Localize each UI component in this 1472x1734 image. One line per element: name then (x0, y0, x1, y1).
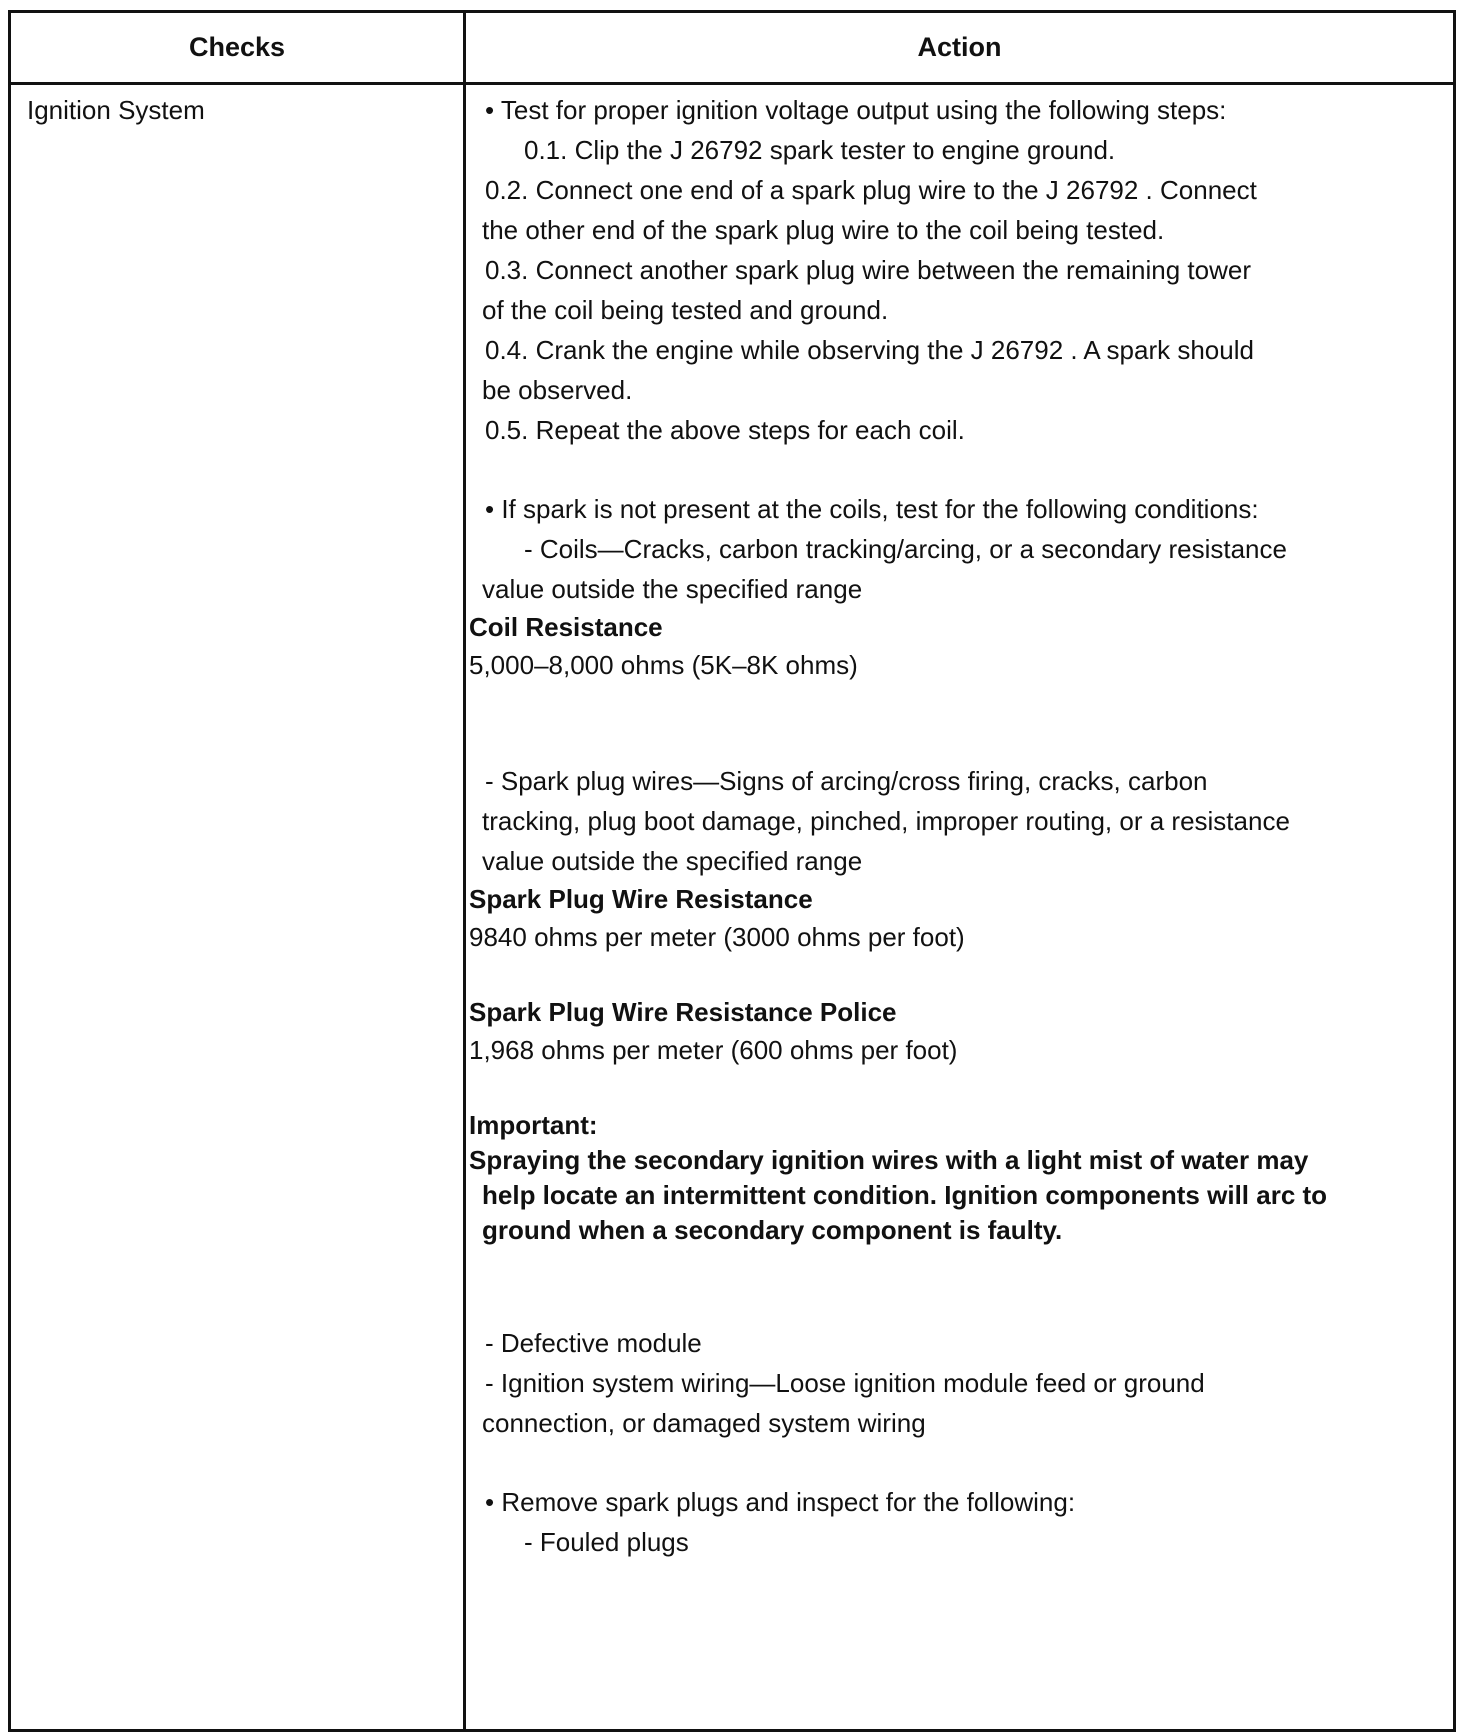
action-line: 0.2. Connect one end of a spark plug wire to the J 26792 . Connect (485, 175, 1257, 205)
action-line: value outside the specified range (482, 574, 863, 604)
important-text: Spraying the secondary ignition wires with a light mist of water may (469, 1145, 1309, 1175)
check-label: Ignition System (27, 95, 205, 125)
action-line: be observed. (482, 375, 633, 405)
important-text: help locate an intermittent condition. Ignition components will arc to (482, 1180, 1328, 1210)
wire-resistance-police-value: 1,968 ohms per meter (600 ohms per foot) (469, 1035, 958, 1065)
action-line: - Defective module (485, 1328, 702, 1358)
header-action: Action (917, 32, 1002, 62)
wire-resistance-police-heading: Spark Plug Wire Resistance Police (469, 997, 897, 1027)
action-line: 0.3. Connect another spark plug wire between the remaining tower (485, 255, 1251, 285)
wire-resistance-value: 9840 ohms per meter (3000 ohms per foot) (469, 922, 965, 952)
action-line: • Remove spark plugs and inspect for the following: (485, 1487, 1076, 1517)
action-line: connection, or damaged system wiring (482, 1408, 926, 1438)
action-line: the other end of the spark plug wire to the coil being tested. (482, 215, 1165, 245)
wire-resistance-heading: Spark Plug Wire Resistance (469, 884, 813, 914)
coil-resistance-value: 5,000–8,000 ohms (5K–8K ohms) (469, 650, 858, 680)
action-line: • If spark is not present at the coils, test for the following conditions: (485, 494, 1259, 524)
checks-action-table (8, 10, 1456, 1732)
action-line: of the coil being tested and ground. (482, 295, 889, 325)
action-line: 0.4. Crank the engine while observing the J 26792 . A spark should (485, 335, 1254, 365)
action-line: 0.1. Clip the J 26792 spark tester to engine ground. (524, 135, 1116, 165)
important-text: ground when a secondary component is faulty. (482, 1215, 1063, 1245)
important-heading: Important: (469, 1110, 598, 1140)
action-line: - Fouled plugs (524, 1527, 689, 1557)
action-line: - Coils—Cracks, carbon tracking/arcing, or a secondary resistance (524, 534, 1287, 564)
action-line: • Test for proper ignition voltage output using the following steps: (485, 95, 1227, 125)
header-checks: Checks (188, 32, 286, 62)
action-line: - Ignition system wiring—Loose ignition module feed or ground (485, 1368, 1205, 1398)
action-line: tracking, plug boot damage, pinched, improper routing, or a resistance (482, 806, 1290, 836)
column-divider (463, 13, 466, 1729)
action-line: value outside the specified range (482, 846, 863, 876)
coil-resistance-heading: Coil Resistance (469, 612, 663, 642)
header-divider (11, 82, 1453, 85)
action-line: - Spark plug wires—Signs of arcing/cross firing, cracks, carbon (485, 766, 1208, 796)
action-line: 0.5. Repeat the above steps for each coil. (485, 415, 965, 445)
